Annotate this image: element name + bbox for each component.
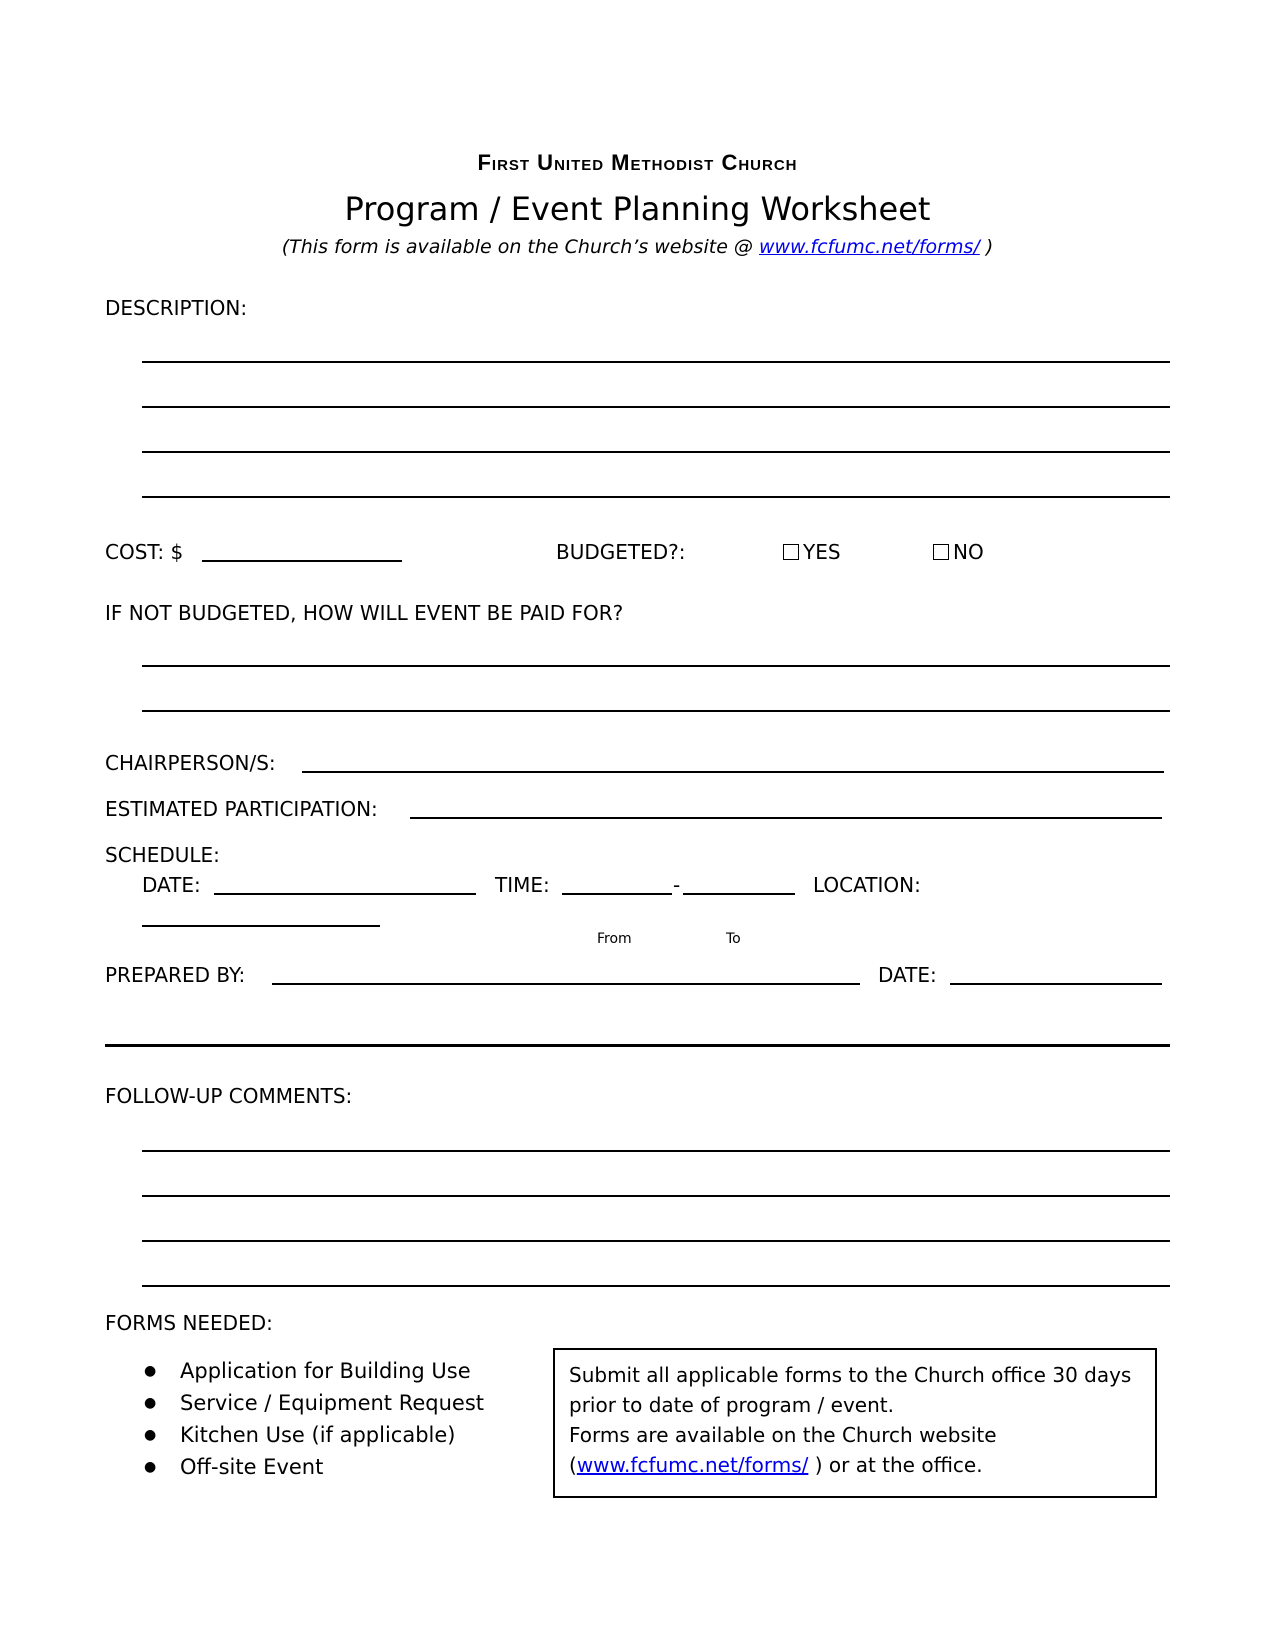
- budgeted-label: BUDGETED?:: [556, 540, 686, 564]
- forms-needed-label: FORMS NEEDED:: [105, 1311, 273, 1335]
- notice-line-2-prefix: Forms are available on the Church website (: [569, 1423, 997, 1477]
- yes-label: YES: [803, 540, 841, 564]
- notice-line-1: Submit all applicable forms to the Church office 30 days prior to date of program / event.: [569, 1363, 1132, 1417]
- budgeted-no-option[interactable]: [933, 540, 984, 564]
- follow-up-line-3[interactable]: [142, 1240, 1170, 1242]
- page-title: Program / Event Planning Worksheet: [344, 190, 931, 228]
- list-item: ● Service / Equipment Request: [140, 1387, 484, 1419]
- follow-up-line-1[interactable]: [142, 1150, 1170, 1152]
- estimated-participation-label: ESTIMATED PARTICIPATION:: [105, 797, 378, 821]
- payment-line-1[interactable]: [142, 665, 1170, 667]
- subtitle: [0, 236, 1275, 258]
- schedule-label: SCHEDULE:: [105, 843, 220, 867]
- no-checkbox[interactable]: [933, 544, 949, 560]
- prepared-date-label: DATE:: [878, 963, 937, 987]
- forms-website-link[interactable]: www.fcfumc.net/forms/: [758, 236, 980, 258]
- notice-line-2-suffix: ) or at the office.: [808, 1453, 983, 1477]
- notice-forms-link[interactable]: www.fcfumc.net/forms/: [576, 1453, 809, 1477]
- description-label: DESCRIPTION:: [105, 296, 248, 320]
- list-item: ● Application for Building Use: [140, 1355, 484, 1387]
- cost-label: COST: $: [105, 540, 184, 564]
- description-line-3[interactable]: [142, 451, 1170, 453]
- location-label: LOCATION:: [813, 873, 921, 897]
- section-divider: [105, 1044, 1170, 1047]
- budgeted-yes-option[interactable]: [783, 540, 841, 564]
- time-from-caption: From: [597, 931, 632, 947]
- submission-notice-box: [553, 1348, 1157, 1498]
- yes-checkbox[interactable]: [783, 544, 799, 560]
- payment-line-2[interactable]: [142, 710, 1170, 712]
- location-field[interactable]: [142, 925, 380, 927]
- follow-up-line-2[interactable]: [142, 1195, 1170, 1197]
- description-line-4[interactable]: [142, 496, 1170, 498]
- prepared-by-label: PREPARED BY:: [105, 963, 246, 987]
- cost-field[interactable]: [202, 560, 402, 562]
- follow-up-line-4[interactable]: [142, 1285, 1170, 1287]
- follow-up-label: FOLLOW-UP COMMENTS:: [105, 1084, 353, 1108]
- date-label: DATE:: [142, 873, 201, 897]
- subtitle-prefix: (This form is available on the Church’s website @: [281, 236, 759, 258]
- subtitle-suffix: ): [979, 236, 994, 258]
- chairperson-field[interactable]: [302, 771, 1164, 773]
- time-from-field[interactable]: [562, 893, 672, 895]
- church-name: First United Methodist Church: [477, 150, 798, 175]
- list-item: ● Off-site Event: [140, 1451, 484, 1483]
- chairperson-label: CHAIRPERSON/S:: [105, 751, 276, 775]
- estimated-participation-field[interactable]: [410, 817, 1162, 819]
- forms-needed-list: [140, 1355, 484, 1483]
- time-label: TIME:: [495, 873, 550, 897]
- prepared-date-field[interactable]: [950, 983, 1162, 985]
- date-field[interactable]: [214, 893, 476, 895]
- time-dash: -: [673, 873, 681, 897]
- prepared-by-field[interactable]: [272, 983, 860, 985]
- list-item: ● Kitchen Use (if applicable): [140, 1419, 484, 1451]
- description-line-1[interactable]: [142, 361, 1170, 363]
- no-label: NO: [953, 540, 984, 564]
- description-line-2[interactable]: [142, 406, 1170, 408]
- time-to-caption: To: [726, 931, 741, 947]
- notice-line-2: [569, 1420, 1141, 1480]
- time-to-field[interactable]: [683, 893, 795, 895]
- if-not-budgeted-label: IF NOT BUDGETED, HOW WILL EVENT BE PAID FOR?: [105, 601, 624, 625]
